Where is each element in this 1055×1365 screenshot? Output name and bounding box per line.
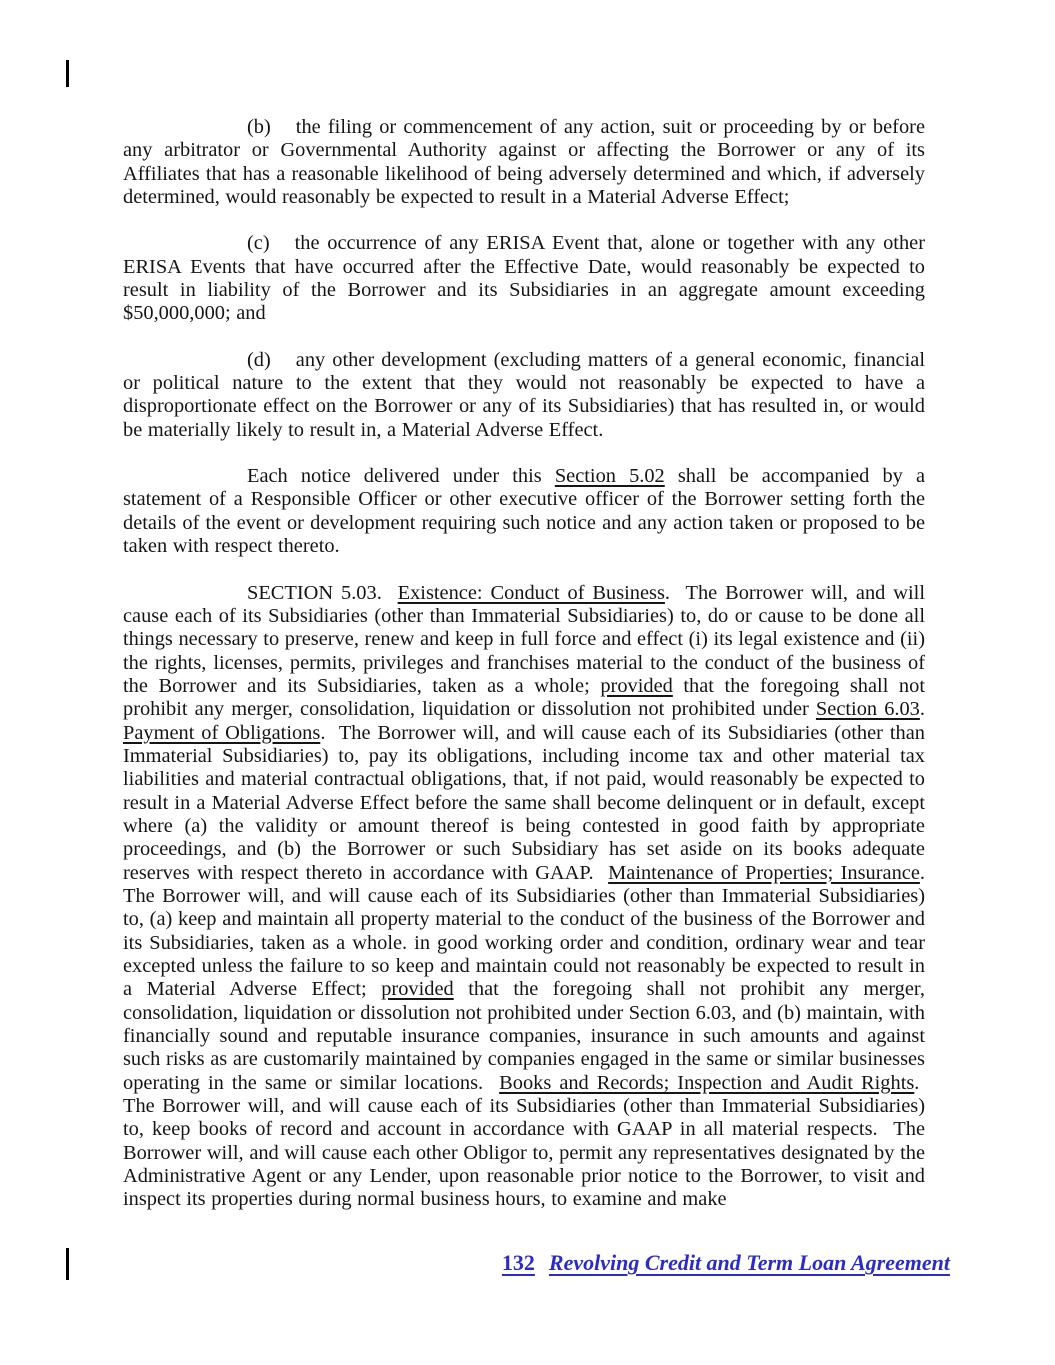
text-run: that the foregoing shall not prohibit any merger, consolidation, liquidation or dissolution not prohibited under [123, 674, 925, 721]
underlined-term: Books and Records; Inspection and Audit Rights [499, 1071, 915, 1094]
footer-page-number-link[interactable]: 132 [501, 1250, 535, 1275]
underlined-term: Payment of Obligations [123, 721, 321, 744]
text-run: Each notice delivered under this [247, 465, 555, 488]
paragraph-clause-b [123, 116, 925, 209]
text-run: the filing or commencement of any action, suit or proceeding by or before any arbitrator or Governmental Authority against or affecting the Borrower or any of its Affiliates that has a reasonable likelihood of being adversely determined and which, if adversely determined, would reasonably be expected to result in a Material Adverse Effect; [123, 116, 925, 209]
text-run: (c) [247, 232, 270, 255]
revision-change-bar-top [66, 60, 69, 87]
text-run: any other development (excluding matters of a general economic, financial or political nature to the extent that they would not reasonably be expected to have a disproportionate effect on the Borrower or any of its Subsidiaries) that has resulted in, or would be materially likely to result in, a Material Adverse Effect. [123, 348, 925, 441]
text-run: SECTION 5.03. [247, 581, 398, 604]
paragraph-notice [123, 465, 925, 558]
underlined-term: Section 6.03 [815, 698, 920, 721]
underlined-term: Maintenance of Properties; Insurance [608, 861, 920, 884]
revision-change-bar-bottom [66, 1248, 69, 1280]
underlined-term: provided [381, 978, 454, 1001]
text-run: shall be accompanied by a statement of a Responsible Officer or other executive officer of the Borrower setting forth the details of the event or development requiring such notice and any action taken or proposed to be taken with respect thereto. [123, 465, 926, 558]
page-footer [502, 1250, 950, 1276]
document-body [123, 116, 925, 1212]
text-run: (b) [247, 116, 271, 138]
text-run: that the foregoing shall not prohibit any merger, consolidation, liquidation or dissolution not prohibited under Section 6.03, and (b) maintain, with financially sound and reputable insurance companies, insurance in such amounts and against such risks as are customarily maintained by companies engaged in the same or similar businesses operating in the same or similar locations. [123, 978, 925, 1094]
text-run: . The Borrower will, and will cause each of its Subsidiaries (other than Immaterial Subsidiaries) to, keep books of record and account in accordance with GAAP in all material respects. The Borrower will, and will cause each other Obligor to, permit any representatives designated by the Administrative Agent or any Lender, upon reasonable prior notice to the Borrower, to visit and inspect its properties during normal business hours, to examine and make [123, 1071, 925, 1211]
paragraph-clause-d [123, 349, 925, 442]
paragraph-section-5-03 [123, 582, 925, 1212]
text-run: . The Borrower will, and will cause each of its Subsidiaries (other than Immaterial Subsidiaries) to, (a) keep and maintain all property material to the conduct of the business of the Borrower and its Subsidiaries, taken as a whole. in good working order and condition, ordinary wear and tear excepted unless the failure to so keep and maintain could not reasonably be expected to result in a Material Adverse Effect; [123, 861, 925, 1001]
paragraph-clause-c [123, 232, 925, 325]
text-run: (d) [247, 348, 271, 371]
underlined-term: Existence: Conduct of Business [397, 581, 665, 604]
underlined-term: provided [600, 674, 673, 697]
text-run: . The Borrower will, and will cause each of its Subsidiaries (other than Immaterial Subsidiaries) to, do or cause to be done all things necessary to preserve, renew and keep in full force and effect (i) its legal existence and (ii) the rights, licenses, permits, privileges and franchises material to the conduct of the business of the Borrower and its Subsidiaries, taken as a whole; [123, 581, 925, 697]
underlined-term: Section 5.02 [554, 465, 665, 488]
text-run: the occurrence of any ERISA Event that, alone or together with any other ERISA Events that have occurred after the Effective Date, would reasonably be expected to result in liability of the Borrower and its Subsidiaries in an aggregate amount exceeding $50,000,000; and [123, 232, 925, 325]
text-run: . [919, 698, 925, 721]
text-run: . The Borrower will, and will cause each of its Subsidiaries (other than Immaterial Subsidiaries) to, pay its obligations, including income tax and other material tax liabilities and material contractual obligations, that, if not paid, would reasonably be expected to result in a Material Adverse Effect before the same shall become delinquent or in default, except where (a) the validity or amount thereof is being contested in good faith by appropriate proceedings, and (b) the Borrower or such Subsidiary has set aside on its books adequate reserves with respect thereto in accordance with GAAP. [123, 721, 925, 884]
footer-document-title-link[interactable]: Revolving Credit and Term Loan Agreement [548, 1250, 950, 1275]
